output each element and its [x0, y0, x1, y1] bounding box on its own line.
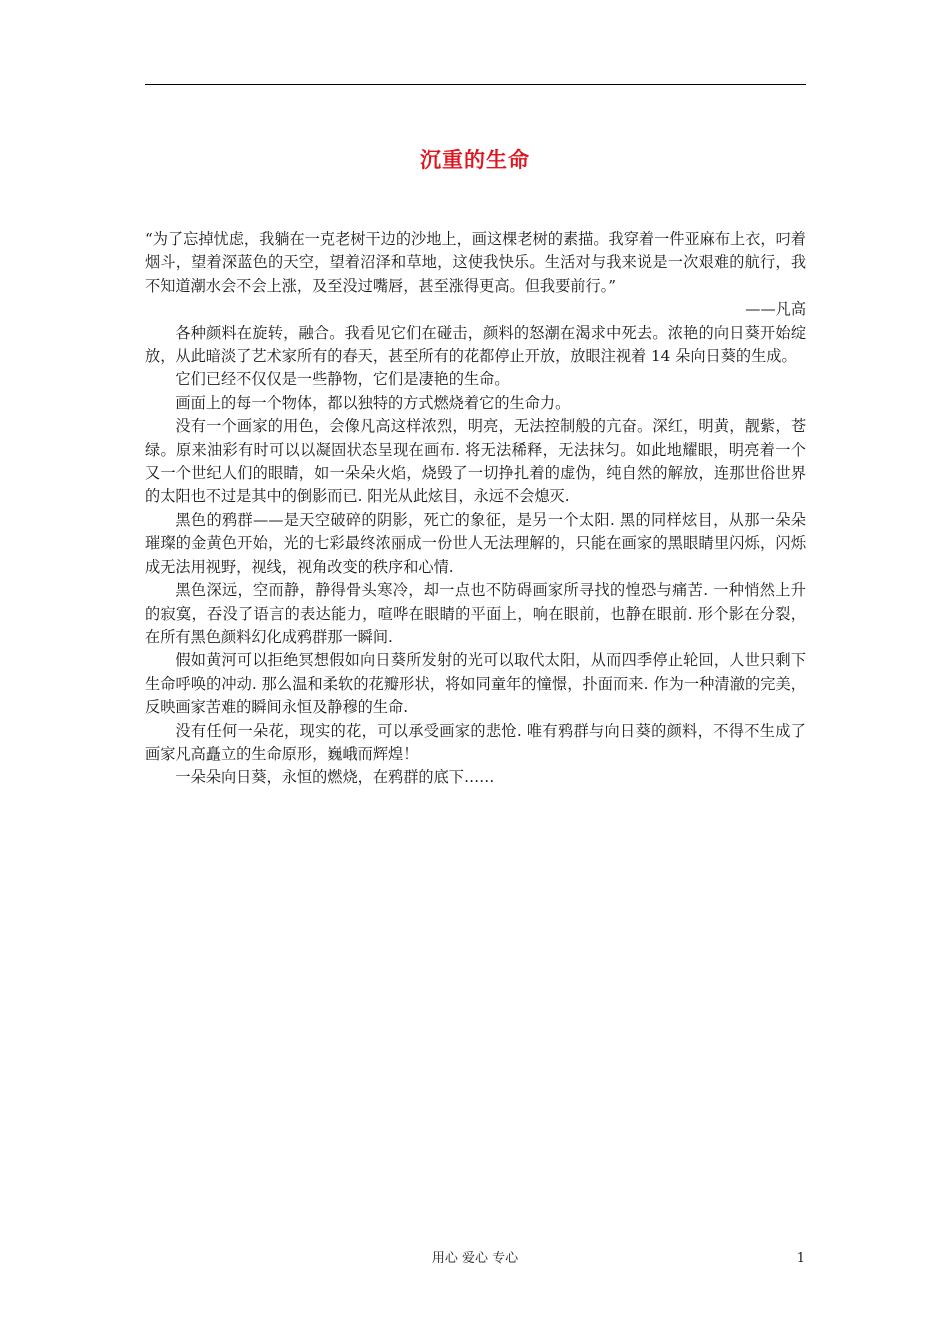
quote-attribution: ——凡高 — [745, 300, 806, 319]
paragraph: 没有一个画家的用色，会像凡高这样浓烈，明亮，无法控制般的亢奋。深红，明黄，靓紫，苍绿。原来油彩有时可以以凝固状态呈现在画布. 将无法稀释，无法抹匀。如此地耀眼，明亮着一个又一个世纪人们的眼睛，如一朵朵火焰，烧毁了一切挣扎着的虚伪，纯自然的解放，连那世俗世界的太阳也不过是其中的倒影而已. 阳光从此炫目，永远不会熄灭. — [145, 417, 806, 506]
page-number: 1 — [796, 1251, 805, 1266]
paragraph: 它们已经不仅仅是一些静物，它们是凄艳的生命。 — [175, 370, 510, 389]
paragraph: 画面上的每一个物体，都以独特的方式燃烧着它的生命力。 — [175, 393, 571, 412]
paragraph: 黑色深远，空而静，静得骨头寒冷，却一点也不防碍画家所寻找的惶恐与痛苦. 一种悄然上升的寂寞，吞没了语言的表达能力，喧哗在眼睛的平面上，响在眼前，也静在眼前. 形个影在分裂，在所有黑色颜料幻化成鸦群那一瞬间. — [145, 581, 806, 646]
footer-text: 用心 爱心 专心 — [431, 1251, 519, 1266]
paragraph: 一朵朵向日葵，永恒的燃烧，在鸦群的底下…… — [175, 768, 495, 787]
paragraph: 黑色的鸦群——是天空破碎的阴影，死亡的象征，是另一个太阳. 黑的同样炫目，从那一朵朵璀璨的金黄色开始，光的七彩最终浓丽成一份世人无法理解的，只能在画家的黑眼睛里闪烁，闪烁成无法用视野，视线，视角改变的秩序和心情. — [145, 510, 806, 576]
paragraph: 没有任何一朵花，现实的花，可以承受画家的悲怆. 唯有鸦群与向日葵的颜料，不得不生成了画家凡高矗立的生命原形，巍峨而辉煌！ — [145, 721, 806, 763]
paragraph: 假如黄河可以拒绝冥想假如向日葵所发射的光可以取代太阳，从而四季停止轮回，人世只剩下生命呼唤的冲动. 那么温和柔软的花瓣形状，将如同童年的憧憬，扑面而来. 作为一种清澈的完美，反映画家苦难的瞬间永恒及静穆的生命. — [145, 651, 806, 717]
article-body — [145, 228, 806, 790]
opening-quote: “为了忘掉忧虑，我躺在一克老树干边的沙地上，画这棵老树的素描。我穿着一件亚麻布上衣，叼着烟斗，望着深蓝色的天空，望着沼泽和草地，这使我快乐。生活对与我来说是一次艰难的航行，我不知道潮水会不会上涨，及至没过嘴唇，甚至涨得更高。但我要前行。” — [145, 230, 806, 295]
page-title: 沉重的生命 — [420, 147, 530, 172]
header-rule — [145, 84, 806, 85]
paragraph: 各种颜料在旋转，融合。我看见它们在碰击，颜料的怒潮在渴求中死去。浓艳的向日葵开始绽放，从此暗淡了艺术家所有的春天，甚至所有的花都停止开放，放眼注视着 14 朵向日葵的生成。 — [145, 323, 806, 366]
